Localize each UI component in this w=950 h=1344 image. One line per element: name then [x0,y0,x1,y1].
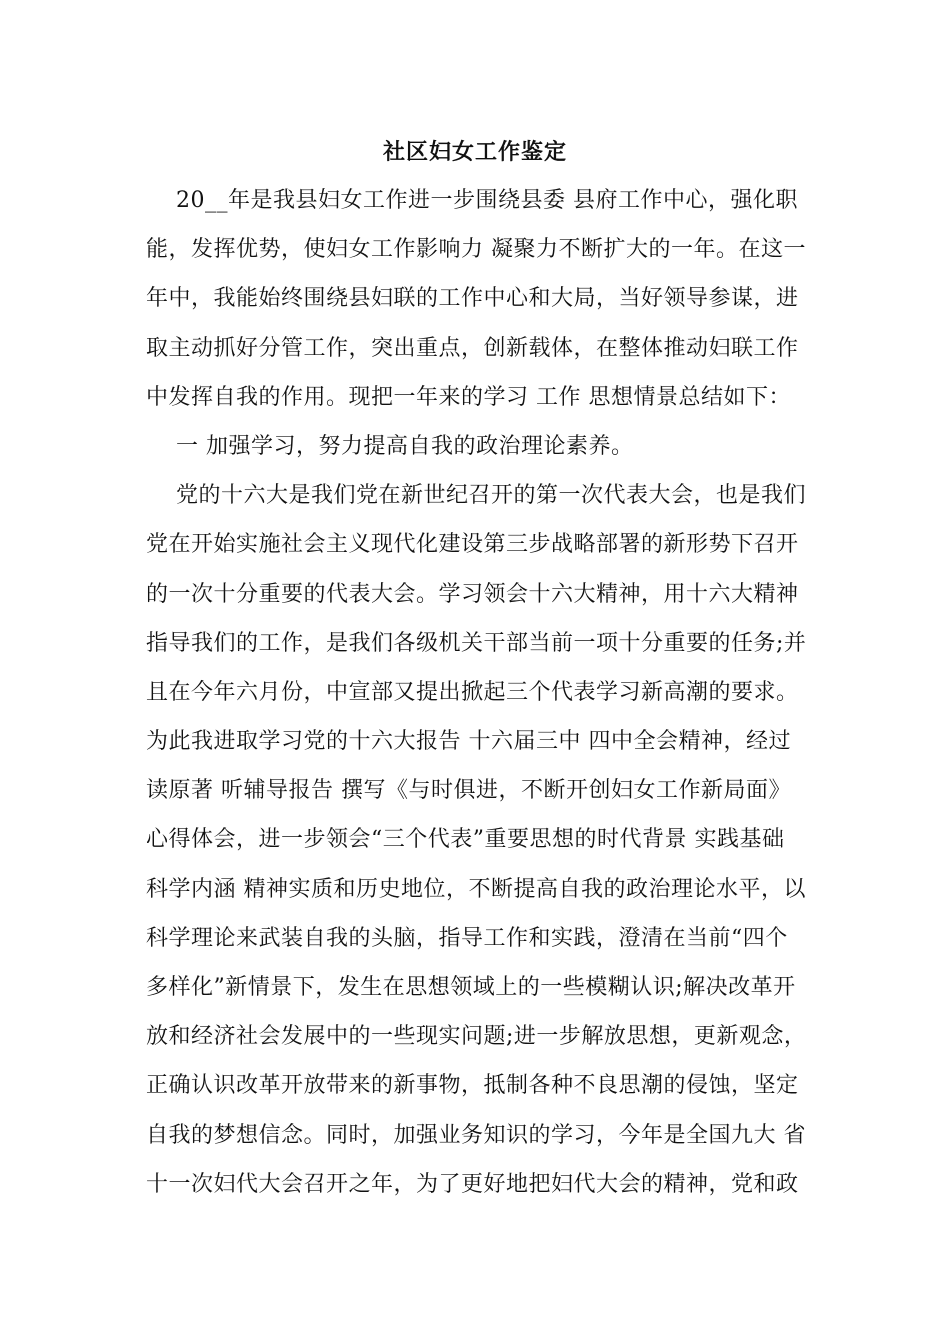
text-line: 取主动抓好分管工作，突出重点，创新载体，在整体推动妇联工作 [146,335,799,361]
text-line: 放和经济社会发展中的一些现实问题;进一步解放思想，更新观念， [146,1024,807,1050]
text-line: 20__年是我县妇女工作进一步围绕县委 县府工作中心，强化职 [176,188,798,213]
text-line: 科学理论来武装自我的头脑，指导工作和实践，澄清在当前“四个 [146,925,788,951]
document-title: 社区妇女工作鉴定 [382,139,567,165]
text-line: 自我的梦想信念。同时，加强业务知识的学习，今年是全国九大 省 [146,1122,806,1148]
text-line: 为此我进取学习党的十六大报告 十六届三中 四中全会精神，经过 [146,729,791,755]
text-line: 指导我们的工作，是我们各级机关干部当前一项十分重要的任务;并 [146,630,807,656]
text-line: 党的十六大是我们党在新世纪召开的第一次代表大会，也是我们 [176,483,807,509]
document-body [146,183,806,1216]
text-line: 十一次妇代大会召开之年，为了更好地把妇代大会的精神，党和政 [146,1171,799,1197]
text-line: 科学内涵 精神实质和历史地位，不断提高自我的政治理论水平，以 [146,876,806,902]
text-line: 正确认识改革开放带来的新事物，抵制各种不良思潮的侵蚀，坚定 [146,1073,799,1099]
text-line: 读原著 听辅导报告 撰写《与时俱进，不断开创妇女工作新局面》 [146,778,791,804]
text-line: 多样化”新情景下，发生在思想领域上的一些模糊认识;解决改革开 [146,975,796,1000]
text-line: 能，发挥优势，使妇女工作影响力 凝聚力不断扩大的一年。在这一 [146,237,806,263]
text-line: 心得体会，进一步领会“三个代表”重要思想的时代背景 实践基础 [146,827,785,853]
text-line: 党在开始实施社会主义现代化建设第三步战略部署的新形势下召开 [146,532,799,558]
text-line: 年中，我能始终围绕县妇联的工作中心和大局，当好领导参谋，进 [146,286,799,312]
text-line: 的一次十分重要的代表大会。学习领会十六大精神，用十六大精神 [146,581,799,607]
text-line: 中发挥自我的作用。现把一年来的学习 工作 思想情景总结如下： [146,384,791,410]
section-heading: 一 加强学习，努力提高自我的政治理论素养。 [176,433,634,459]
text-line: 且在今年六月份，中宣部又提出掀起三个代表学习新高潮的要求。 [146,679,799,705]
